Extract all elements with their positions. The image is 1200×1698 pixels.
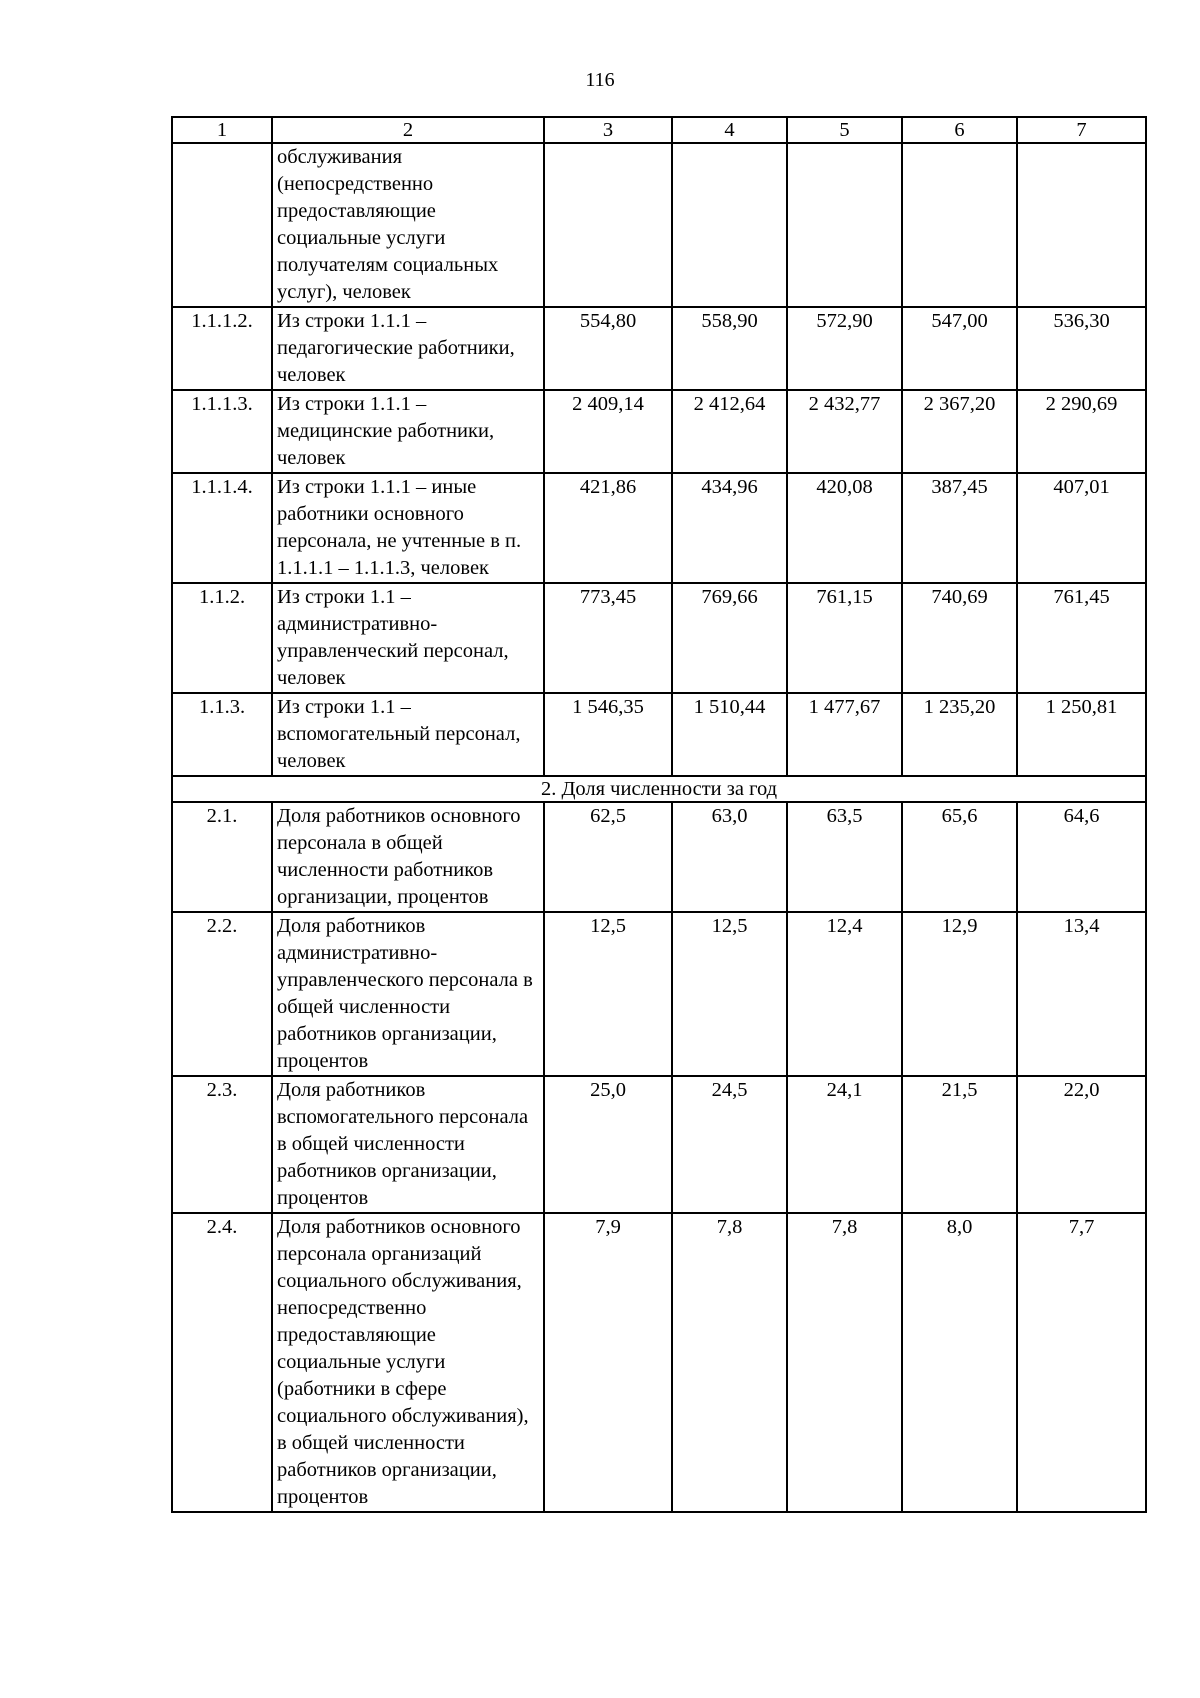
column-header-1: 1	[172, 117, 272, 143]
value-col-7: 7,7	[1017, 1213, 1146, 1512]
value-col-5: 420,08	[787, 473, 902, 583]
column-header-7: 7	[1017, 117, 1146, 143]
value-col-4	[672, 143, 787, 307]
column-header-3: 3	[544, 117, 672, 143]
column-header-4: 4	[672, 117, 787, 143]
value-col-7: 536,30	[1017, 307, 1146, 390]
row-number	[172, 143, 272, 307]
value-col-5: 63,5	[787, 802, 902, 912]
row-number: 1.1.1.2.	[172, 307, 272, 390]
table-row	[172, 693, 1146, 776]
value-col-5: 1 477,67	[787, 693, 902, 776]
row-number: 2.1.	[172, 802, 272, 912]
row-number: 1.1.2.	[172, 583, 272, 693]
value-col-6: 387,45	[902, 473, 1017, 583]
section-title: 2. Доля численности за год	[172, 776, 1146, 802]
row-number: 2.4.	[172, 1213, 272, 1512]
row-description: Из строки 1.1 – административно-управленческий персонал, человек	[272, 583, 544, 693]
value-col-3: 554,80	[544, 307, 672, 390]
table-row	[172, 143, 1146, 307]
table-row	[172, 912, 1146, 1076]
value-col-3: 7,9	[544, 1213, 672, 1512]
value-col-6: 2 367,20	[902, 390, 1017, 473]
header-row	[172, 117, 1146, 143]
value-col-3: 62,5	[544, 802, 672, 912]
value-col-6	[902, 143, 1017, 307]
table-row	[172, 802, 1146, 912]
value-col-3: 1 546,35	[544, 693, 672, 776]
value-col-3: 773,45	[544, 583, 672, 693]
data-table	[171, 116, 1147, 1513]
value-col-6: 740,69	[902, 583, 1017, 693]
value-col-5	[787, 143, 902, 307]
value-col-7: 1 250,81	[1017, 693, 1146, 776]
value-col-6: 65,6	[902, 802, 1017, 912]
row-description: Доля работников основного персонала организаций социального обслуживания, непосредственно предоставляющие социальные услуги (работники в сфере социального обслуживания), в общей численности работников организации, процентов	[272, 1213, 544, 1512]
value-col-5: 572,90	[787, 307, 902, 390]
value-col-4: 63,0	[672, 802, 787, 912]
value-col-3: 25,0	[544, 1076, 672, 1213]
table-body	[172, 117, 1146, 1512]
value-col-6: 21,5	[902, 1076, 1017, 1213]
value-col-4: 12,5	[672, 912, 787, 1076]
value-col-5: 761,15	[787, 583, 902, 693]
value-col-5: 2 432,77	[787, 390, 902, 473]
row-description: Из строки 1.1 – вспомогательный персонал, человек	[272, 693, 544, 776]
table-row	[172, 307, 1146, 390]
row-description: обслуживания (непосредственно предоставляющие социальные услуги получателям социальных услуг), человек	[272, 143, 544, 307]
value-col-7: 2 290,69	[1017, 390, 1146, 473]
value-col-7: 13,4	[1017, 912, 1146, 1076]
value-col-3: 2 409,14	[544, 390, 672, 473]
value-col-4: 2 412,64	[672, 390, 787, 473]
value-col-4: 434,96	[672, 473, 787, 583]
row-description: Доля работников вспомогательного персонала в общей численности работников организации, процентов	[272, 1076, 544, 1213]
row-number: 2.2.	[172, 912, 272, 1076]
value-col-7: 64,6	[1017, 802, 1146, 912]
value-col-5: 7,8	[787, 1213, 902, 1512]
value-col-6: 8,0	[902, 1213, 1017, 1512]
table-row	[172, 1213, 1146, 1512]
page-number: 116	[585, 69, 615, 91]
row-description: Доля работников основного персонала в общей численности работников организации, процентов	[272, 802, 544, 912]
value-col-7: 22,0	[1017, 1076, 1146, 1213]
column-header-6: 6	[902, 117, 1017, 143]
row-description: Из строки 1.1.1 – медицинские работники, человек	[272, 390, 544, 473]
table-row	[172, 583, 1146, 693]
value-col-4: 1 510,44	[672, 693, 787, 776]
value-col-3: 421,86	[544, 473, 672, 583]
row-number: 1.1.1.4.	[172, 473, 272, 583]
value-col-3: 12,5	[544, 912, 672, 1076]
value-col-6: 547,00	[902, 307, 1017, 390]
row-description: Доля работников административно-управленческого персонала в общей численности работников организации, процентов	[272, 912, 544, 1076]
section-header-row	[172, 776, 1146, 802]
value-col-7	[1017, 143, 1146, 307]
table-row	[172, 390, 1146, 473]
value-col-7: 761,45	[1017, 583, 1146, 693]
value-col-3	[544, 143, 672, 307]
value-col-4: 24,5	[672, 1076, 787, 1213]
table-row	[172, 473, 1146, 583]
value-col-6: 1 235,20	[902, 693, 1017, 776]
value-col-7: 407,01	[1017, 473, 1146, 583]
column-header-2: 2	[272, 117, 544, 143]
row-description: Из строки 1.1.1 – педагогические работники, человек	[272, 307, 544, 390]
column-header-5: 5	[787, 117, 902, 143]
value-col-5: 24,1	[787, 1076, 902, 1213]
row-number: 2.3.	[172, 1076, 272, 1213]
row-number: 1.1.3.	[172, 693, 272, 776]
value-col-4: 7,8	[672, 1213, 787, 1512]
row-description: Из строки 1.1.1 – иные работники основного персонала, не учтенные в п. 1.1.1.1 – 1.1.1.3, человек	[272, 473, 544, 583]
value-col-5: 12,4	[787, 912, 902, 1076]
row-number: 1.1.1.3.	[172, 390, 272, 473]
table-row	[172, 1076, 1146, 1213]
value-col-6: 12,9	[902, 912, 1017, 1076]
value-col-4: 558,90	[672, 307, 787, 390]
value-col-4: 769,66	[672, 583, 787, 693]
